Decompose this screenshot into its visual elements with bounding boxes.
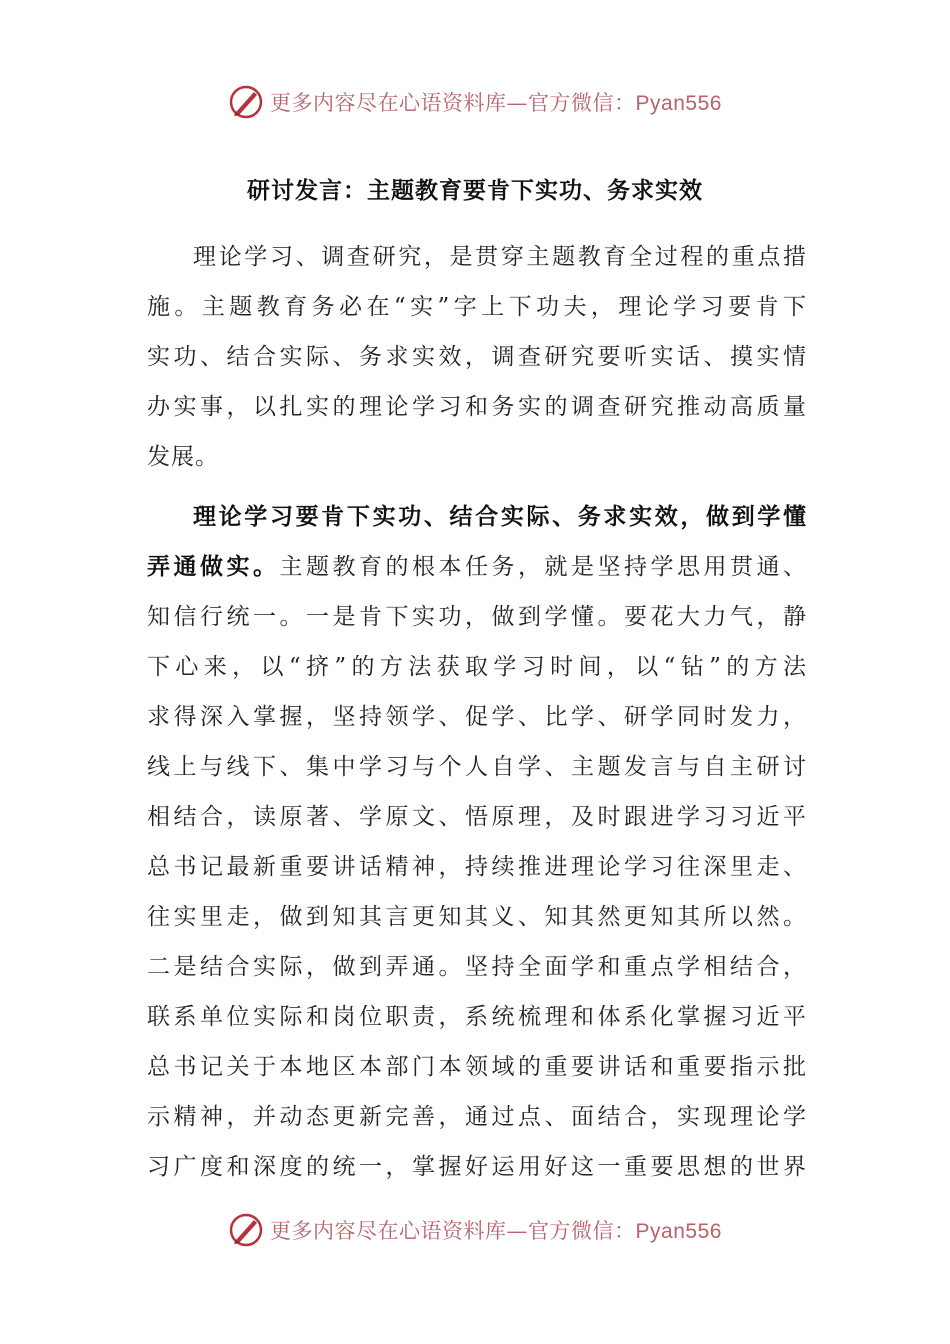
paragraph-line: 相结合，读原著、学原文、悟原理，及时跟进学习习近平 xyxy=(147,804,807,830)
paragraph-line: 联系单位实际和岗位职责，系统梳理和体系化掌握习近平 xyxy=(147,1004,807,1030)
paragraph-line: 二是结合实际，做到弄通。坚持全面学和重点学相结合， xyxy=(147,954,807,980)
paragraph-line: 求得深入掌握，坚持领学、促学、比学、研学同时发力， xyxy=(147,704,807,730)
paragraph-line: 办实事，以扎实的理论学习和务实的调查研究推动高质量 xyxy=(147,394,807,420)
paragraph-line: 示精神，并动态更新完善，通过点、面结合，实现理论学 xyxy=(147,1104,807,1130)
banner-text: 更多内容尽在心语资料库—官方微信： xyxy=(270,1219,636,1243)
banner-wechat-id: Pyan556 xyxy=(635,92,722,115)
pen-logo-icon xyxy=(228,84,264,120)
paragraph-line: 线上与线下、集中学习与个人自学、主题发言与自主研讨 xyxy=(147,754,807,780)
paragraph-line: 总书记关于本地区本部门本领域的重要讲话和重要指示批 xyxy=(147,1054,807,1080)
paragraph-line: 实功、结合实际、务求实效，调查研究要听实话、摸实情 xyxy=(147,344,807,370)
paragraph-line: 习广度和深度的统一，掌握好运用好这一重要思想的世界 xyxy=(147,1154,807,1180)
paragraph-line: 发展。 xyxy=(147,444,219,470)
header-banner xyxy=(0,80,950,124)
banner-text: 更多内容尽在心语资料库—官方微信： xyxy=(270,91,636,115)
document-title: 研讨发言：主题教育要肯下实功、务求实效 xyxy=(247,177,703,204)
paragraph-line: 施。主题教育务必在“实”字上下功夫，理论学习要肯下 xyxy=(147,294,807,320)
footer-banner xyxy=(0,1208,950,1252)
paragraph-line: 下心来，以“挤”的方法获取学习时间，以“钻”的方法 xyxy=(147,654,807,680)
paragraph-2 xyxy=(147,492,807,1192)
paragraph-line-rest: 主题教育的根本任务，就是坚持学思用贯通、 xyxy=(279,554,807,580)
paragraph-line: 总书记最新重要讲话精神，持续推进理论学习往深里走、 xyxy=(147,854,807,880)
paragraph-line: 往实里走，做到知其言更知其义、知其然更知其所以然。 xyxy=(147,904,807,930)
paragraph-line: 理论学习、调查研究，是贯穿主题教育全过程的重点措 xyxy=(193,244,807,270)
paragraph-line xyxy=(147,542,807,592)
pen-logo-icon xyxy=(228,1212,264,1248)
paragraph-heading-tail: 弄通做实。 xyxy=(147,553,280,580)
paragraph-line: 知信行统一。一是肯下实功，做到学懂。要花大力气，静 xyxy=(147,604,807,630)
paragraph-1 xyxy=(147,232,807,482)
banner-wechat-id: Pyan556 xyxy=(635,1220,722,1243)
paragraph-heading-line: 理论学习要肯下实功、结合实际、务求实效，做到学懂 xyxy=(193,503,807,530)
